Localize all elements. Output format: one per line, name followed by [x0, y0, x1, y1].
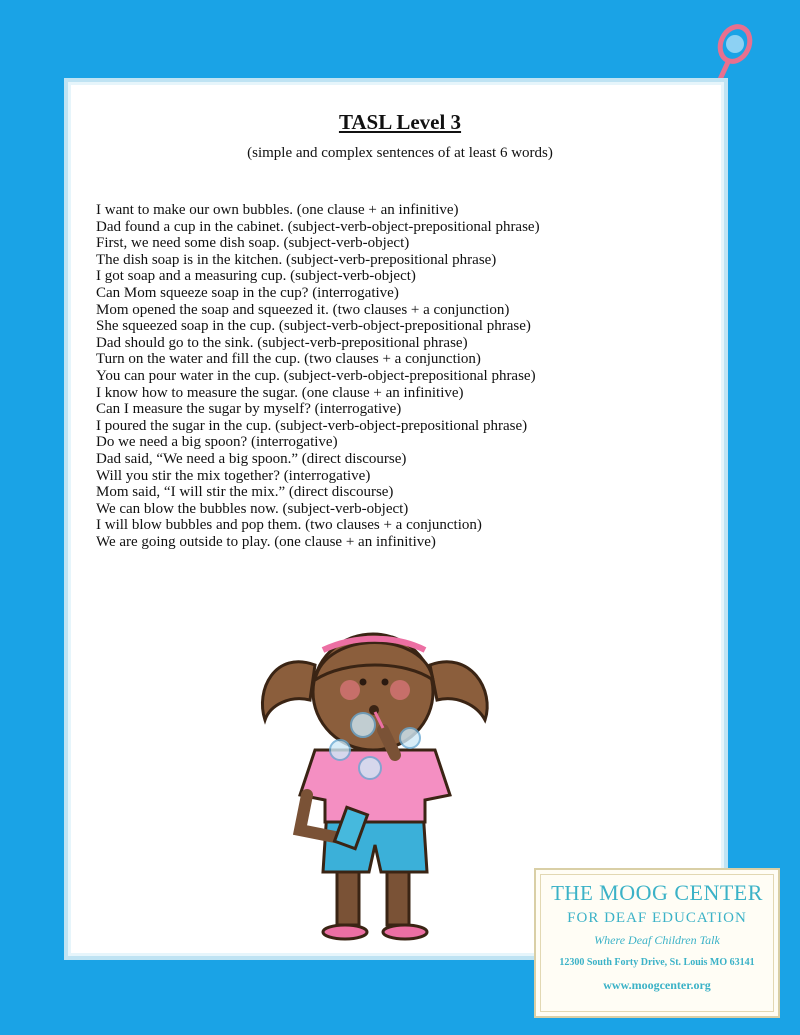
- sentence-item: Dad should go to the sink. (subject-verb-prepositional phrase): [96, 334, 468, 351]
- sentence-item: I got soap and a measuring cup. (subject-verb-object): [96, 268, 416, 285]
- sentence-item: First, we need some dish soap. (subject-verb-object): [96, 235, 410, 252]
- sentence-item: Dad found a cup in the cabinet. (subject-verb-object-prepositional phrase): [96, 218, 540, 235]
- sentence-item: Mom said, “I will stir the mix.” (direct discourse): [96, 484, 394, 501]
- document-subtitle: (simple and complex sentences of at least 6 words): [247, 145, 553, 161]
- sentence-item: I will blow bubbles and pop them. (two clauses + a conjunction): [96, 517, 482, 534]
- sentence-item: She squeezed soap in the cup. (subject-verb-object-prepositional phrase): [96, 318, 531, 335]
- sentence-item: Turn on the water and fill the cup. (two clauses + a conjunction): [96, 351, 481, 368]
- logo-address: 12300 South Forty Drive, St. Louis MO 63141: [559, 957, 755, 968]
- sentence-item: I want to make our own bubbles. (one clause + an infinitive): [96, 202, 459, 218]
- moog-center-logo: [534, 868, 780, 1018]
- sentence-list: [96, 202, 656, 550]
- sentence-item: Can I measure the sugar by myself? (interrogative): [96, 401, 402, 418]
- girl-blowing-bubbles-illustration: [245, 610, 505, 950]
- sentence-item: We are going outside to play. (one clause + an infinitive): [96, 533, 436, 550]
- sentence-item: I know how to measure the sugar. (one clause + an infinitive): [96, 384, 464, 401]
- logo-name: MOOG CENTER: [599, 880, 763, 905]
- sentence-item: Dad said, “We need a big spoon.” (direct discourse): [96, 450, 407, 467]
- sentence-item: Mom opened the soap and squeezed it. (two clauses + a conjunction): [96, 301, 510, 318]
- sentence-item: The dish soap is in the kitchen. (subject-verb-prepositional phrase): [96, 251, 497, 268]
- sentence-item: We can blow the bubbles now. (subject-verb-object): [96, 500, 409, 517]
- logo-the: THE: [551, 881, 594, 905]
- sentence-item: Can Mom squeeze soap in the cup? (interrogative): [96, 284, 399, 301]
- sentence-item: I poured the sugar in the cup. (subject-verb-object-prepositional phrase): [96, 417, 528, 434]
- logo-tagline: Where Deaf Children Talk: [594, 933, 720, 947]
- sentence-item: Will you stir the mix together? (interrogative): [96, 467, 371, 484]
- sentence-item: Do we need a big spoon? (interrogative): [96, 434, 338, 451]
- logo-subtitle: FOR DEAF EDUCATION: [567, 910, 747, 926]
- document-title: TASL Level 3: [338, 110, 462, 134]
- sentence-item: You can pour water in the cup. (subject-verb-object-prepositional phrase): [96, 367, 536, 384]
- logo-url: www.moogcenter.org: [603, 978, 711, 992]
